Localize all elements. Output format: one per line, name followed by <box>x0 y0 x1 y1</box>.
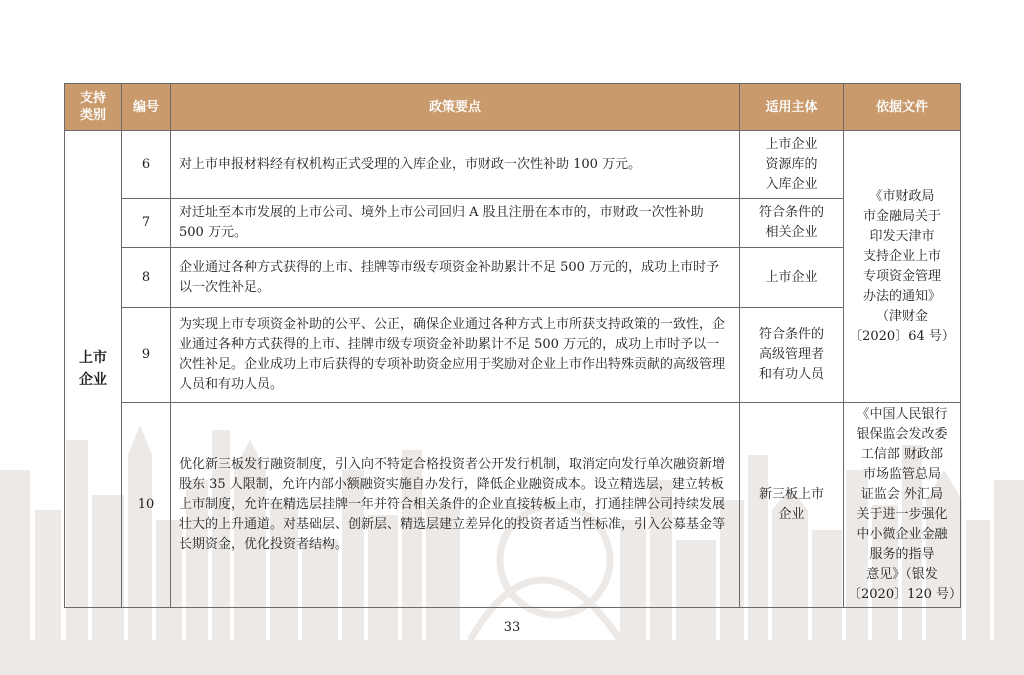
applicable-entity <box>740 403 844 608</box>
basis-line: 服务的指导 <box>869 547 935 562</box>
basis-line: 〔2020〕120 号） <box>848 587 963 602</box>
basis-line: 证监会 外汇局 <box>860 487 944 502</box>
row-number: 10 <box>122 403 171 608</box>
row-number: 7 <box>122 199 171 248</box>
basis-document-a <box>844 131 961 403</box>
header-number: 编号 <box>122 84 171 131</box>
policy-point: 对迁址至本市发展的上市公司、境外上市公司回归 A 股且注册在本市的，市财政一次性补助 500 万元。 <box>171 199 740 248</box>
basis-line: 银保监会发改委 <box>856 427 948 442</box>
header-entity: 适用主体 <box>740 84 844 131</box>
applicable-entity <box>740 131 844 199</box>
basis-line: 意见》（银发 <box>866 567 938 582</box>
policy-point: 企业通过各种方式获得的上市、挂牌等市级专项资金补助累计不足 500 万元的，成功上市时予以一次性补足。 <box>171 248 740 308</box>
basis-line: （津财金 <box>875 308 928 324</box>
policy-point: 为实现上市专项资金补助的公平、公正，确保企业通过各种方式上市所获支持政策的一致性，企业通过各种方式获得的上市、挂牌市级专项资金补助累计不足 500 万元的，成功上市时予以一次性补足。企业成功上市后获得的专项补助资金应用于奖励对企业上市作出特殊贡献的高级管理人员和有功人员。 <box>171 308 740 403</box>
entity-line: 企业 <box>778 507 805 522</box>
row-number: 8 <box>122 248 171 308</box>
header-category-line: 类别 <box>79 108 106 123</box>
header-basis: 依据文件 <box>844 84 961 131</box>
entity-line: 和有功人员 <box>758 367 824 382</box>
applicable-entity <box>740 248 844 308</box>
basis-line: 支持企业上市 <box>862 248 941 264</box>
basis-line: 中小微企业金融 <box>856 527 948 542</box>
row-number: 9 <box>122 308 171 403</box>
entity-line: 上市企业 <box>765 136 818 152</box>
basis-line: 《市财政局 <box>869 188 935 204</box>
entity-line: 符合条件的 <box>758 205 824 220</box>
basis-document-b <box>844 403 961 608</box>
entity-line: 高级管理者 <box>758 347 824 362</box>
category-cell <box>65 131 122 608</box>
category-line: 上市 <box>79 350 107 366</box>
applicable-entity <box>740 199 844 248</box>
category-line: 企业 <box>79 372 107 388</box>
policy-point: 对上市申报材料经有权机构正式受理的入库企业，市财政一次性补助 100 万元。 <box>171 131 740 199</box>
table-row <box>65 403 961 608</box>
entity-line: 入库企业 <box>765 176 818 192</box>
basis-line: 市场监管总局 <box>862 467 941 482</box>
entity-line: 上市企业 <box>765 269 818 285</box>
basis-line: 印发天津市 <box>869 228 935 244</box>
basis-line: 办法的通知》 <box>862 288 941 304</box>
basis-line: 工信部 财政部 <box>860 447 944 462</box>
header-category <box>65 84 122 131</box>
applicable-entity <box>740 308 844 403</box>
basis-line: 专项资金管理 <box>862 268 941 284</box>
policy-table <box>64 83 961 608</box>
basis-line: 市金融局关于 <box>862 208 941 224</box>
entity-line: 资源库的 <box>765 156 818 172</box>
table-row <box>65 199 961 248</box>
entity-line: 符合条件的 <box>758 327 824 342</box>
table-header-row <box>65 84 961 131</box>
row-number: 6 <box>122 131 171 199</box>
table-row <box>65 308 961 403</box>
header-category-line: 支持 <box>79 91 106 106</box>
table-row <box>65 131 961 199</box>
header-points: 政策要点 <box>171 84 740 131</box>
policy-point: 优化新三板发行融资制度，引入向不特定合格投资者公开发行机制，取消定向发行单次融资新增股东 35 人限制，允许内部小额融资实施自办发行，降低企业融资成本。设立精选层，建立转板上市制度，允许在精选层挂牌一年并符合相关条件的企业直接转板上市，打通挂牌公司持续发展壮大的上升通道。对基础层、创新层、精选层建立差异化的投资者适当性标准，引入公募基金等长期资金，优化投资者结构。 <box>171 403 740 608</box>
basis-line: 关于进一步强化 <box>856 507 948 522</box>
basis-line: 《中国人民银行 <box>856 407 948 422</box>
entity-line: 相关企业 <box>765 225 818 240</box>
entity-line: 新三板上市 <box>758 487 824 502</box>
basis-line: 〔2020〕64 号） <box>849 328 955 344</box>
table-row <box>65 248 961 308</box>
page-number: 33 <box>503 620 521 635</box>
